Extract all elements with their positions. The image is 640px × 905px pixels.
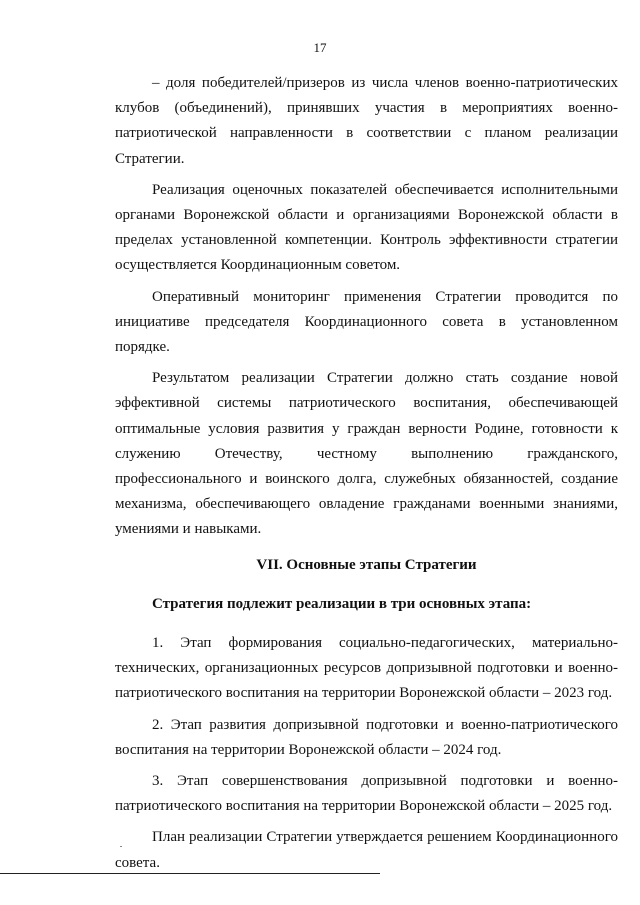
document-body (115, 71, 618, 876)
paragraph-closing: План реализации Стратегии утверждается решением Координационного совета. (115, 829, 618, 871)
stage-item-2: 2. Этап развития допризывной подготовки и военно-патриотического воспитания на территории Воронежской области – 2024 год. (115, 716, 618, 758)
stage-item-1: 1. Этап формирования социально-педагогических, материально-технических, организационных ресурсов допризывной подготовки и военно-патриотического воспитания на территории Воронежской области – 2023 год. (115, 635, 618, 702)
paragraph-implementation: Реализация оценочных показателей обеспечивается исполнительными органами Воронежской области и организациями Воронежской области в пределах установленной компетенции. Контроль эффективности стратегии осуществляется Координационным советом. (115, 181, 618, 274)
paragraph-result: Результатом реализации Стратегии должно стать создание новой эффективной системы патриотического воспитания, обеспечивающей оптимальные условия развития у граждан верности Родине, готовности к служению Отечеству, честному выполнению гражданского, профессионального и воинского долга, служебных обязанностей, создание механизма, обеспечивающего овладение гражданами военными знаниями, умениями и навыками. (115, 370, 618, 538)
page-number: 17 (313, 40, 327, 55)
paragraph-indicator-winners: – доля победителей/призеров из числа членов военно-патриотических клубов (объединений), принявших участия в мероприятиях военно-патриотической направленности в соответствии с планом реализации Стратегии. (115, 75, 618, 167)
footer-rule (0, 873, 380, 874)
scan-mark (120, 846, 122, 847)
section-heading: VII. Основные этапы Стратегии (256, 556, 477, 573)
stage-item-3: 3. Этап совершенствования допризывной подготовки и военно-патриотического воспитания на территории Воронежской области – 2025 год. (115, 773, 618, 815)
paragraph-monitoring: Оперативный мониторинг применения Стратегии проводится по инициативе председателя Координационного совета в установленном порядке. (115, 288, 618, 356)
section-subheading: Стратегия подлежит реализации в три основных этапа: (152, 595, 532, 612)
